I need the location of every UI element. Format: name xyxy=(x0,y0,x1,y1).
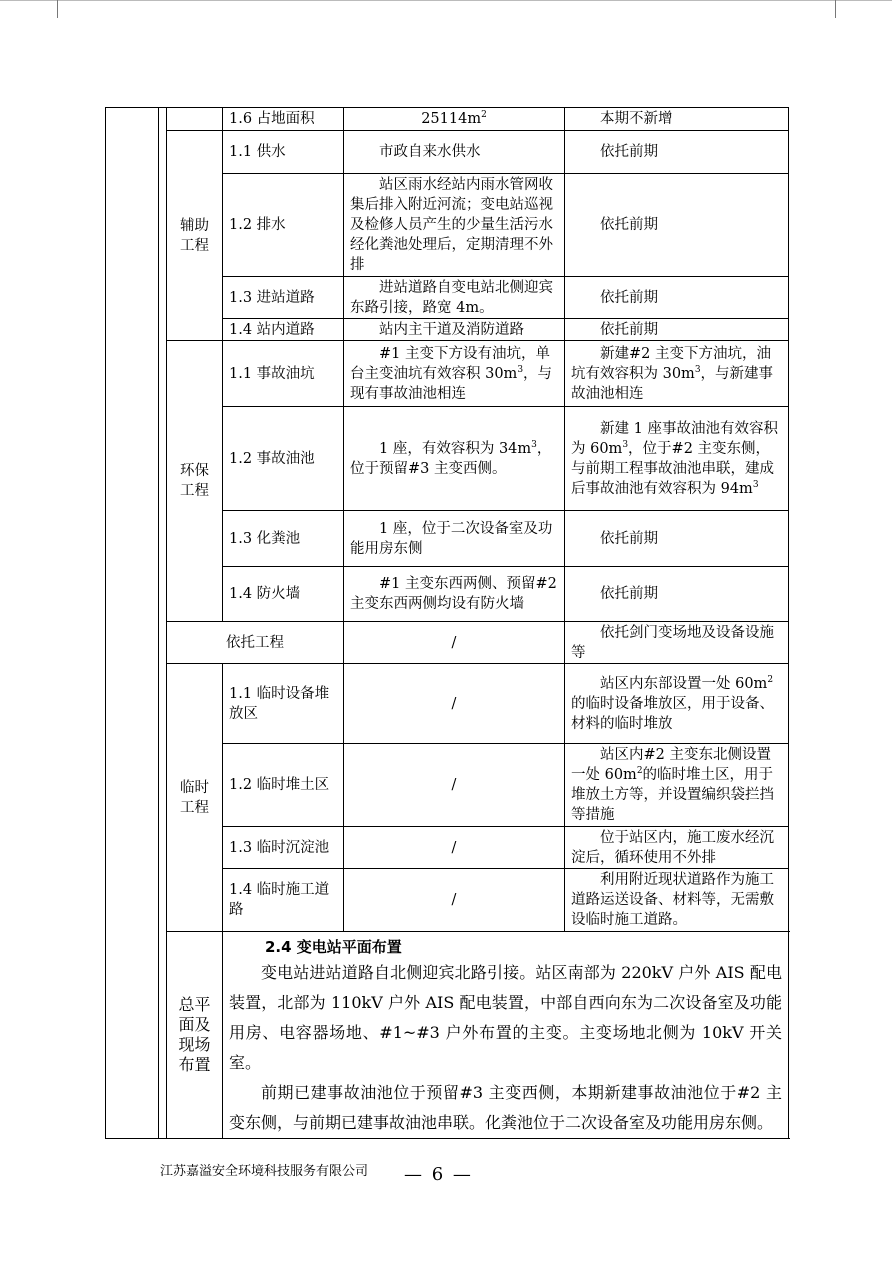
current-cell: / xyxy=(344,664,565,744)
section-title: 2.4 变电站平面布置 xyxy=(265,938,402,956)
category-aux: 辅助工程 xyxy=(167,131,223,341)
current-cell: / xyxy=(344,744,565,827)
item-label: 1.1 事故油坑 xyxy=(223,341,344,407)
item-label: 1.1 供水 xyxy=(223,131,344,174)
page-top-edge xyxy=(0,0,892,1)
item-label: 1.6 占地面积 xyxy=(223,108,344,131)
table-row xyxy=(106,131,789,174)
table-row xyxy=(106,108,789,131)
item-label: 1.4 站内道路 xyxy=(223,319,344,341)
project-composition-table xyxy=(105,107,789,1139)
paragraph: 前期已建事故油池位于预留#3 主变西侧，本期新建事故油池位于#2 主变东侧，与前期已建事故油池串联。化粪池位于二次设备室及功能用房东侧。 xyxy=(229,1083,782,1132)
item-label: 依托工程 xyxy=(167,622,344,664)
footer-company: 江苏嘉溢安全环境科技服务有限公司 xyxy=(160,1164,369,1179)
item-label: 1.3 化粪池 xyxy=(223,511,344,567)
note-cell: 新建 1 座事故油池有效容积为 $60m^3$，位于#2 主变东侧，与前期工程事故油池串联，建成后事故油池有效容积为 $94m^3$ xyxy=(565,407,789,511)
current-cell: $25114m^2$ xyxy=(344,108,565,131)
note-cell: 站区内#2 主变东北侧设置一处 $60m^2$的临时堆土区，用于堆放土方等，并设置编织袋拦挡等措施 xyxy=(565,744,789,827)
item-label: 1.2 事故油池 xyxy=(223,407,344,511)
crop-mark-right xyxy=(835,0,836,18)
note-cell: 依托前期 xyxy=(565,131,789,174)
outer-category-cell xyxy=(106,108,159,1139)
page-number: — 6 — xyxy=(404,1164,473,1185)
current-cell: / xyxy=(344,827,565,869)
current-cell: 1 座，有效容积为 $34m^3$，位于预留#3 主变西侧。 xyxy=(344,407,565,511)
table-row xyxy=(106,341,789,407)
table-row xyxy=(106,664,789,744)
item-label: 1.3 进站道路 xyxy=(223,277,344,319)
paragraph: 变电站进站道路自北侧迎宾北路引接。站区南部为 220kV 户外 AIS 配电装置，北部为 110kV 户外 AIS 配电装置，中部自西向东为二次设备室及功能用房、电容器场地、#1~#3 户外布置的主变。主变场地北侧为 10kV 开关室。 xyxy=(229,963,782,1072)
item-label: 1.3 临时沉淀池 xyxy=(223,827,344,869)
note-cell: 依托前期 xyxy=(565,174,789,277)
current-cell: 市政自来水供水 xyxy=(344,131,565,174)
current-cell: 站内主干道及消防道路 xyxy=(344,319,565,341)
note-cell: 依托前期 xyxy=(565,277,789,319)
note-cell: 依托前期 xyxy=(565,319,789,341)
note-cell: 位于站区内，施工废水经沉淀后，循环使用不外排 xyxy=(565,827,789,869)
current-cell: / xyxy=(344,869,565,932)
current-cell: #1 主变东西两侧、预留#2 主变东西两侧均设有防火墙 xyxy=(344,567,565,622)
item-label: 1.2 临时堆土区 xyxy=(223,744,344,827)
note-cell: 利用附近现状道路作为施工道路运送设备、材料等，无需敷设临时施工道路。 xyxy=(565,869,789,932)
note-cell: 依托前期 xyxy=(565,567,789,622)
section-content xyxy=(223,932,789,1139)
category-cell xyxy=(167,108,223,131)
table-row xyxy=(106,932,789,1139)
item-label: 1.1 临时设备堆放区 xyxy=(223,664,344,744)
note-cell: 依托剑门变场地及设备设施等 xyxy=(565,622,789,664)
inner-category-cell xyxy=(159,108,167,1139)
current-cell: #1 主变下方设有油坑，单台主变油坑有效容积 $30m^3$，与现有事故油池相连 xyxy=(344,341,565,407)
category-temp: 临时工程 xyxy=(167,664,223,932)
note-cell: 本期不新增 xyxy=(565,108,789,131)
current-cell: 站区雨水经站内雨水管网收集后排入附近河流；变电站巡视及检修人员产生的少量生活污水经化粪池处理后，定期清理不外排 xyxy=(344,174,565,277)
item-label: 1.4 临时施工道路 xyxy=(223,869,344,932)
item-label: 1.4 防火墙 xyxy=(223,567,344,622)
note-cell: 站区内东部设置一处 $60m^2$的临时设备堆放区，用于设备、材料的临时堆放 xyxy=(565,664,789,744)
crop-mark-left xyxy=(57,0,58,18)
current-cell: 进站道路自变电站北侧迎宾东路引接，路宽 4m。 xyxy=(344,277,565,319)
category-env: 环保工程 xyxy=(167,341,223,622)
current-cell: / xyxy=(344,622,565,664)
item-label: 1.2 排水 xyxy=(223,174,344,277)
section-left-heading: 总平 面及 现场 布置 xyxy=(167,932,223,1139)
table-row xyxy=(106,622,789,664)
note-cell: 依托前期 xyxy=(565,511,789,567)
note-cell: 新建#2 主变下方油坑，油坑有效容积为 $30m^3$，与新建事故油池相连 xyxy=(565,341,789,407)
current-cell: 1 座，位于二次设备室及功能用房东侧 xyxy=(344,511,565,567)
